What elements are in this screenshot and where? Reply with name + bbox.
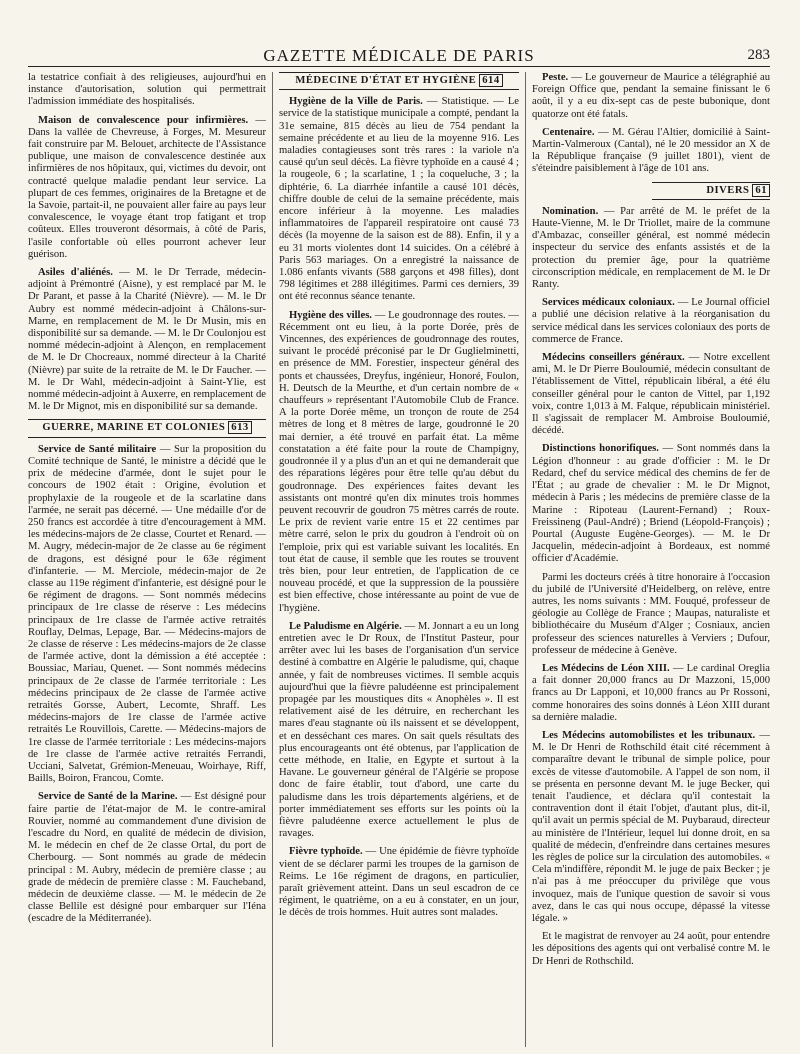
article-lead: Les Médecins de Léon XIII. [542,662,670,674]
article-text: — Par arrêté de M. le préfet de la Haute-Vienne, M. le Dr Triollet, maire de la commune d'Ambazac, conseiller général, est nommé médecin inspecteur du service des enfants assistés et de la protection du premier âge, pour la quatrième circonscription médicale, en remplacement de M. le Dr Ranty. [532,205,770,291]
column-right [532,72,770,1047]
article-leon-xiii [532,663,770,724]
article-text: — Le Journal officiel a publié une décision relative à la réorganisation du service médical dans les services coloniaux des ports de commerce de France. [532,297,770,345]
article-lead: Fièvre typhoïde. [289,846,363,858]
article-conseillers [532,352,770,437]
article-text: — Sur la proposition du Comité technique de Santé, le ministre a décidé que le prix de médecine d'armée, dont le sujet pour le concours de 1902 était : Origine, évolution et prophylaxie de la rougeole et de la scarlatine dans l'armée, ne serait pas décerné. — Une médaille d'or de 250 francs est accordée à titre d'encouragement à MM. les médecins-majors de 2e classe, Courtet et Renard. — M. Augry, médecin-major de 2e classe au 6e régiment de dragons, est désigné pour le 63e régiment d'infanterie. — M. Merciole, médecin-major de 2e classe au 119e régiment d'infanterie, est désigné pour le 6e régiment de dragons. — Sont nommés médecins principaux de 1re classe de réserve : Les médecins principaux de 1re classe de l'armée active retraités Rouflay, Delmas, Lepage, Bar. — Médecins-majors de 2e classe de réserve : Les médecins-majors de 2e classe de l'armée active, dont la démission a été acceptée : Boussiac, Mariau, Quenet. — Sont nommés médecins principaux de 2e classe de l'armée territoriale : Les médecins principaux de 2e classe de l'armée active retraités Gorsse, Aubert, Lecomte, Shraff. Les médecins-majors de 1re classe de l'armée active retraités Le Rouvillois, Carette. — Médecins-majors de 1re classe de l'armée territoriale : Les médecins-majors de 1re classe de l'armée active retraités Ferrandi, Ucciani, Salvetat, Grémion-Meneuau, Woirhaye, Riff, Baills, Boiron, Francou, Comte. [28,443,266,785]
article-hygiene-paris [279,96,519,303]
article-lead: Distinctions honorifiques. [542,443,659,455]
article-lead: Peste. [542,72,569,83]
column-middle [279,72,519,1047]
article-text: — Le cardinal Oreglia a fait donner 20,000 francs au Dr Mazzoni, 15,000 francs au Dr Lapponi, et 10,000 francs au Pr Rossoni, comme honoraires des soins donnés à Léon XIII durant sa dernière maladie. [532,662,770,723]
article-lead: Le Paludisme en Algérie. [289,620,402,632]
article-nomination [532,206,770,291]
article-text: — Le goudronnage des routes. — Récemment ont eu lieu, à la porte Dorée, près de Vincennes, des expériences de goudronnage des routes, suivant le procédé préconisé par le Dr Guglielminetti, en présence de MM. Forestier, inspecteur général des ponts et chaussées, Dreyfus, ingénieur, Honoré, Foulon, H. Deutsch de la Meurthe, et d'un certain nombre de « chauffeurs » représentant l'Automobile Club de France. A la porte Dorée même, un tronçon de route de 254 mètres de long et 8 mètres de large, goudronné le 20 mai dernier, a été trouvé en parfait état. La même constatation a été faite pour la route de Champigny, goudronnée il y a plus d'un an et qui ne demanderait que des réparations légères pour être telle qu'au début du goudronnage. Des expériences faites devant les assistants ont montré qu'en dix minutes trois hommes peuvent recouvrir de goudron 75 mètres carrés de route. Le prix de revient varie entre 15 et 22 centimes par mètre carré, selon le prix du goudron à l'endroit où on l'emploie, prix qui est variable suivant les localités. En tout état de cause, il semble que les routes se trouvent très bien, pour leur entretien, de l'application de ce nouveau procédé, et que la suppression de la poussière est bien effective, chose intéressante au point de vue de l'hygiène. [279,309,519,614]
article-text: — M. le Dr Henri de Rothschild était cité récemment à comparaître devant le tribunal de simple police, pour excès de vitesse d'automobile. A l'appel de son nom, il se présenta en personne devant M. le juge Becker, qui tenait l'audience, et déclara qu'il contestait la contravention dont il était l'objet, d'autant plus, dit-il, qu'il avait un permis spécial de M. Puybaraud, directeur au ministère de l'Intérieur, lequel lui donne droit, en sa qualité de médecin, d'enfreindre dans certaines mesures les règles de police sur la circulation des automobiles. « Cela m'indiffère, répondit M. le juge de paix Becker ; je n'ai pas à me préoccuper du privilège que vous invoquez, mais de l'unique question de savoir si vous avez, dans le cas qui nous occupe, dépassé la vitesse légale. » [532,729,770,924]
article-text: — M. Gérau l'Altier, domicilié à Saint-Martin-Valmeroux (Cantal), né le 20 messidor an X de la République française (9 juillet 1801), vient de s'éteindre paisiblement à l'âge de 101 ans. [532,126,770,175]
section-title: DIVERS [706,184,750,196]
article-text: — Une épidémie de fièvre typhoïde vient de se déclarer parmi les troupes de la garnison de Reims. Le 16e régiment de dragons, en particulier, paraît grièvement atteint. Dans un seul escadron de ce régiment, le quatrième, on a eu à constater, en un jour, le décès de trois hommes. Huit autres sont malades. [279,846,519,919]
article-automobilistes [532,730,770,925]
column-rule-right [525,72,526,1047]
article-lead: Maison de convalescence pour infirmières. [38,114,249,126]
article-centenaire [532,127,770,176]
journal-title: GAZETTE MÉDICALE DE PARIS [263,46,535,65]
article-asiles [28,267,266,413]
article-maison [28,115,266,261]
article-lead: Centenaire. [542,126,595,138]
section-number: 613 [228,421,251,434]
article-text: — M. Jonnart a eu un long entretien avec le Dr Roux, de l'Institut Pasteur, pour arrêter avec lui les bases de l'organisation d'un service destiné à combattre en Algérie le paludisme, qui, chaque année, y fait de nombreuses victimes. Il semble acquis aujourd'hui que la fièvre paludéenne est principalement propagée par les moustiques dits « Anophèles ». Il est relativement aisé de les détruire, en recherchant les mares d'eau stagnante où ils naissent et se développent, et en desséchant ces mares. On sait quels résultats des plus encourageants ont été obtenus, par l'application de cette méthode, en Italie, en Egypte et surtout à la Havane. Le gouverneur général de l'Algérie se propose donc de faire établir, tout d'abord, une carte du paludisme dans les trois départements algériens, et de porter immédiatement ses efforts sur les points où la fièvre paludéenne exerce actuellement le plus de ravages. [279,620,519,840]
article-typhoide [279,846,519,919]
column-left [28,72,266,1047]
section-title: MÉDECINE D'ÉTAT ET HYGIÈNE [295,75,477,86]
section-number: 61 [752,184,770,197]
article-lead: Hygiène des villes. [289,309,372,321]
article-paludisme [279,621,519,841]
article-lead: Médecins conseillers généraux. [542,352,685,364]
article-sante-militaire [28,444,266,786]
section-header-divers [652,182,770,200]
page-number: 283 [747,47,770,63]
article-text: — Sont nommés dans la Légion d'honneur : au grade d'officier : M. le Dr Redard, chef du service médical des chemins de fer de l'État ; au grade de chevalier : M. le Dr Mignot, médecin à Paris ; les médecins de première classe de la Marine : Ripoteau (Laurent-Fernand) ; Roux-Freissineng (Paul-André) ; Briend (Léopold-François) ; Pourtal (Auguste Eugène-Georges). — M. le Dr Jacquelin, médecin-adjoint à Bordeaux, est nommé officier d'Académie. [532,443,770,565]
article-sante-marine [28,791,266,925]
article-text: — Notre excellent ami, M. le Dr Pierre Bouloumié, médecin consultant de l'établissement de Vittel, républicain libéral, a été élu conseiller général pour le canton de Vittel, par 1,192 voix, contre 1,013 à M. Falque, républicain ministériel. Il s'agissait de remplacer M. Ambroise Bouloumié, décédé. [532,352,770,437]
article-text: — Statistique. — Le service de la statistique municipale a compté, pendant la 31e semaine, 815 décès au lieu de 754 pendant la semaine précédente et au lieu de la moyenne 916. Les maladies contagieuses sont très rares : la variole n'a causé qu'un seul décès. La fièvre typhoïde en a causé 4 ; la rougeole, 6 ; la scarlatine, 1 ; la coqueluche, 3 ; la diphtérie, 6. La diarrhée infantile a causé 101 décès, chiffre double de celui de la semaine précédente, mais encore inférieur à la moyenne. Les maladies inflammatoires de l'appareil respiratoire ont causé 73 décès (la moyenne de la saison est de 88). Enfin, il y a eu 31 morts violentes dont 14 suicides. On a célébré à Paris 563 mariages. On a enregistré la naissance de 1.086 enfants vivants (588 garçons et 498 filles), dont 798 légitimes et 288 illégitimes. Parmi ces derniers, 39 ont été reconnus séance tenante. [279,96,519,303]
article-peste [532,72,770,121]
section-number: 614 [479,74,502,87]
article-distinctions [532,443,770,565]
article-lead: Service de Santé militaire [38,443,157,455]
paragraph-heidelberg: Parmi les docteurs créés à titre honoraire à l'occasion du jubilé de l'Université d'Heidelberg, on relève, entre autres, les noms suivants : MM. Fouqué, professeur de géologie au Collège de France ; Maupas, naturaliste et bibliothécaire du Muséum d'Alger ; Cosniaux, ancien professeur des sciences naturelles à Verviers ; Dufour, professeur de médecine à Genève. [532,571,770,656]
article-lead: Asiles d'aliénés. [38,267,113,279]
section-title: GUERRE, MARINE ET COLONIES [42,422,226,434]
article-text: — Le gouverneur de Maurice a télégraphié au Foreign Office que, pendant la semaine finissant le 6 août, il y a eu dix-sept cas de peste bubonique, dont quatorze ont été fatals. [532,72,770,120]
section-header-guerre [28,419,266,437]
article-text: — M. le Dr Terrade, médecin-adjoint à Prémontré (Aisne), y est remplacé par M. le Dr Parant, et passe à la Charité (Nièvre). — M. le Dr Aubry est nommé médecin-adjoint à Châlons-sur-Marne, en remplacement de M. le Dr Musin, mis en disponibilité sur sa demande. — M. le Dr Coulonjou est nommé médecin-adjoint à Alençon, en remplacement de M. le Dr Chocreaux, nommé directeur à la Charité (Nièvre) par suite de la retraite de M. le Dr Faucher. — M. le Dr Wahl, médecin-adjoint à Saint-Ylie, est nommé médecin-adjoint à Auxerre, en remplacement de M. le Dr Mignot, mis en disponibilité sur sa demande. [28,267,266,413]
paragraph-auto-end: Et le magistrat de renvoyer au 24 août, pour entendre les dépositions des agents qui ont verbalisé contre M. le Dr Henri de Rothschild. [532,931,770,967]
paragraph: la testatrice confiait à des religieuses, aujourd'hui en instance d'autorisation, solution qui permettrait l'admission immédiate des hospitalisés. [28,72,266,108]
page-header [28,44,770,67]
article-text: — Dans la vallée de Chevreuse, à Forges, M. Mesureur fait construire par M. Belouet, architecte de l'Assistance publique, une maison de convalescence destinée aux infirmières de nos hôpitaux, qui, victimes du devoir, ont contracté quelque maladie pendant leur service. La plupart de ces femmes, originaires de la Bretagne et de la Savoie, partait-il, ne pouvaient aller faire au pays leur convalescence, le voyage étant trop fatigant et trop coûteux. Elles trouveront désormais, à côté de Paris, l'asile confortable où elles pourront achever leur guérison. [28,114,266,260]
article-lead: Service de Santé de la Marine. [38,791,178,803]
article-lead: Hygiène de la Ville de Paris. [289,96,423,108]
article-coloniaux [532,297,770,346]
article-lead: Services médicaux coloniaux. [542,297,675,309]
section-header-hygiene [279,72,519,90]
article-lead: Nomination. [542,205,599,217]
article-lead: Les Médecins automobilistes et les tribunaux. [542,729,756,741]
article-hygiene-villes [279,310,519,615]
article-text: — Est désigné pour faire partie de l'état-major de M. le contre-amiral Rouvier, nommé au commandement d'une division de l'escadre du Nord, en qualité de médecin de division, M. le médecin en chef de 2e classe Ortal, du port de Cherbourg. — Sont nommés au grade de médecin principal : M. Aubry, médecin de première classe ; au grade de médecin de première classe : M. Faucheband, médecin de deuxième classe. — M. le médecin de 2e classe Bellile est désigné pour embarquer sur l'Iéna (escadre de la Méditerranée). [28,791,266,925]
column-rule-left [272,72,273,1047]
